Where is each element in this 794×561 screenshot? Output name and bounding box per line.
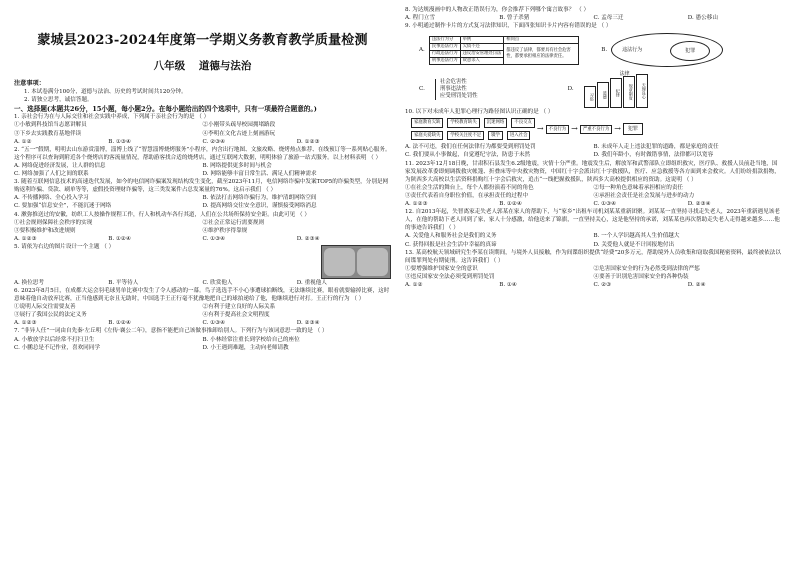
table-cell: 民事违法行为 <box>429 43 460 50</box>
exam-subtitle <box>14 58 391 74</box>
flow-node: 辍学 <box>488 131 503 141</box>
answer-option[interactable]: A. 换位思考 <box>14 279 44 286</box>
q12-answers <box>405 232 782 248</box>
answer-list <box>14 138 391 146</box>
answer-option[interactable]: A. 法不可违，我们在任何法律行为都要受到刑罚处罚 <box>405 144 536 151</box>
q9-box-text: 都违反了法律，都要具有社会危害性，都要承担相应的法律责任。 <box>504 43 579 64</box>
statement-option: ③责任代表着自身职位价值，在承担责任的过程中 <box>405 192 529 199</box>
answer-option[interactable]: D. ②③④ <box>296 320 320 327</box>
question-text: 4. 漱弥推送过的安徽，纺织工人按操作规程工作，行人和机动车各行其道，人们在公共场所保持安全距。由此可见 （ ） <box>14 211 310 218</box>
flow-node: 严重不良行为 <box>580 125 612 135</box>
answer-option[interactable]: B. 未成年人走上违法犯罪的道路，都是家庭的责任 <box>593 144 719 151</box>
q10-answers <box>405 143 782 159</box>
answer-option[interactable]: D. 网络能够丰富日常生活、满足人们精神需求 <box>202 171 317 178</box>
answer-option[interactable]: A. 关爱他人和服务社会是我们的义务 <box>405 233 497 240</box>
q9-ellipse-diagram <box>611 33 723 67</box>
answer-option[interactable]: D. 关爱他人就是不计回报地付出 <box>593 241 675 248</box>
answer-option[interactable]: C. ①③④ <box>593 201 617 208</box>
question-text: 5. 请依为右边的图片设计一个主题 （ ） <box>14 243 115 250</box>
flow-node: 进入社会 <box>507 131 531 141</box>
note-item: 2. 请独立思考，诚信答题。 <box>24 97 93 104</box>
answer-option[interactable]: A. 小敏放学以后经常不打扫卫生 <box>14 336 95 343</box>
note-item: 1. 本试卷满分100分，道德与法治、历史的考试时间共120分钟。 <box>24 89 187 96</box>
ellipse-outer-label: 违法行为 <box>622 47 643 54</box>
answer-option[interactable]: C. 要加强“信息安全”，不能沉迷于网络 <box>14 203 112 210</box>
answer-option[interactable]: C. 获得回报是社会生活中幸福的真谛 <box>405 241 497 248</box>
tower-bar: 道德 <box>597 82 609 108</box>
q11-statements <box>405 184 782 200</box>
flow-node: 家庭教育欠缺 <box>411 118 443 128</box>
answer-option[interactable]: A. 程门立雪 <box>405 15 435 22</box>
table-cell: 故意杀人 <box>460 57 504 64</box>
flow-node: 家庭关爱缺失 <box>411 131 443 141</box>
answer-option[interactable]: A. ①② <box>14 138 32 145</box>
answer-option[interactable]: B. 平等待人 <box>108 279 139 286</box>
answer-option[interactable]: D. ②③④ <box>687 201 711 208</box>
question-block <box>14 146 391 178</box>
flow-bottom-row <box>411 131 535 141</box>
answer-option[interactable]: D. 愚公移山 <box>687 15 718 22</box>
answer-option[interactable]: D. ①②③ <box>296 138 320 145</box>
answer-option[interactable]: A. ①②③ <box>405 201 428 208</box>
table-cell: 行政违法行为 <box>429 50 460 57</box>
answer-option[interactable]: C. 孟母三迁 <box>593 15 624 22</box>
statement-option: ④李明在文化古迹上刻画游玩 <box>202 130 276 137</box>
answer-option[interactable]: B. 网络提供更多时间与机会 <box>202 162 272 169</box>
statement-option: ④维护秩序得靠规 <box>202 227 248 234</box>
answer-option[interactable]: C. 网络加强了人们之间的联系 <box>14 171 89 178</box>
q10-flow-diagram <box>411 118 782 140</box>
q9-table <box>429 36 579 65</box>
answer-list <box>405 14 782 22</box>
statement-option: ③违反国家安全法必须受到刑罚处罚 <box>405 273 495 280</box>
q9-row-cd <box>419 70 782 108</box>
right-question-list <box>405 6 782 30</box>
left-question-list <box>14 113 391 351</box>
left-column <box>14 6 391 352</box>
question-12: 12. 自2013年起，失智离家走失老人郭某在家人的帮助下，与“家乡”出租车司机刘某某重新团聚。刘某某一直坚持寻找走失老人，2023年重新遇见该老人，在他的帮助下老人回到了家，家人十分感激，给他送来了锦旗，一直坚持关心，这是他坚持的承诺，刘某某也再次帮助走失老人走得越来越多……他的事迹告诉我们 （ ） <box>405 209 780 232</box>
section-title: 一、选择题(本题共26分，15小题，每小题2分。在每小题给出的四个选项中，只有一项最符合题意的。) <box>14 105 317 114</box>
answer-option[interactable]: D. 我们年龄小，有时做错事情，法律都可以宽容 <box>593 152 714 159</box>
answer-option[interactable]: B. ①②④ <box>108 320 131 327</box>
answer-option[interactable]: A. ①②③ <box>14 320 37 327</box>
c-item: 社会危害性 <box>439 78 467 85</box>
flow-top-row <box>411 118 535 128</box>
question-block <box>14 287 391 327</box>
ellipse-inner-label: 犯罪 <box>685 48 696 55</box>
statement-option: ④有利于提高社会文明程度 <box>202 312 270 319</box>
answer-option[interactable]: C. 欣赏他人 <box>202 279 233 286</box>
arrow-right-icon: → <box>614 124 621 134</box>
flow-node: 沉迷网络 <box>484 118 508 128</box>
question-text: 1. 亲社会行为在与人际交往和社会实践中养成，下列属于亲社会行为的是 （ ） <box>14 114 210 121</box>
statement-option: ②有利于建立良好的人际关系 <box>202 304 276 311</box>
table-cell: 举例 <box>460 36 504 43</box>
tower-roof: 法律 <box>619 71 630 78</box>
answer-option[interactable]: D. 小王遇到难题，主动向老师请教 <box>202 344 289 351</box>
statement-option: ②危害国家安全的行为必然受到法律的严惩 <box>593 265 700 272</box>
answer-option[interactable]: A. 网络促进经济发展，让人群的信息 <box>14 162 106 169</box>
answer-option[interactable]: C. ②③④ <box>202 138 226 145</box>
flow-final-node: 犯罪 <box>623 123 643 135</box>
answer-option[interactable]: D. ②③④ <box>296 235 320 242</box>
answer-option[interactable]: B. 曾子杀猪 <box>499 15 530 22</box>
q9-row-ab <box>419 33 782 67</box>
flow-node: 不良交友 <box>511 118 535 128</box>
answer-option[interactable]: C. ①③④ <box>202 235 226 242</box>
statement-option: ①在社会生活的舞台上，每个人都扮演着不同的角色 <box>405 184 534 191</box>
flow-node: 学校关注度不足 <box>447 131 484 141</box>
statement-option: ③下乡去实践教育基地伴读 <box>14 130 82 137</box>
table-cell: 欠债不还 <box>460 43 504 50</box>
answer-list <box>14 319 391 327</box>
arrow-right-icon: → <box>536 124 544 134</box>
statement-option: ①小敏到科技馆当志愿讲解员 <box>14 122 87 129</box>
table-cell: 刑事违法行为 <box>429 57 460 64</box>
answer-option[interactable]: D. 提高网络交往安全意识，谨慎接受网络消息 <box>202 203 317 210</box>
c-item: 应受刑罚处罚性 <box>439 92 478 99</box>
question-block <box>14 113 391 145</box>
exam-title: 蒙城县2023-2024年度第一学期义务教育教学质量检测 <box>37 33 368 48</box>
statement-list <box>14 121 391 137</box>
answer-option[interactable]: C. 小鹏总是不记作业，喜欢同同学 <box>14 344 100 351</box>
answer-option[interactable]: B. 小林经常注重长到学校给自己的座位 <box>202 336 300 343</box>
tower-bar: 规章制度 <box>623 76 635 108</box>
q9-tower-diagram <box>584 70 666 108</box>
right-column <box>405 6 782 289</box>
photo-figure <box>357 248 388 276</box>
statement-option: ④要善于识别危害国家安全的各种伪装 <box>593 273 689 280</box>
answer-option[interactable]: A. 不传播网络、全心投入学习 <box>14 195 89 202</box>
answer-list <box>14 235 391 243</box>
tower-bar: 天理良心 <box>636 74 648 108</box>
answer-option[interactable]: D. ②④ <box>687 281 706 288</box>
question-block <box>14 327 391 351</box>
table-cell: 违法行为分 <box>429 36 460 43</box>
statement-option: ④承担社会责任是社会发展与进步的动力 <box>593 192 695 199</box>
q9-label-a: A. <box>419 47 425 54</box>
question-10: 10. 以下对未成年人犯罪心理行为路径图认识正确的是 （ ） <box>405 109 554 116</box>
answer-option[interactable]: B. ①②④ <box>499 201 522 208</box>
statement-option: ②每一种角色意味着承担相应的责任 <box>593 184 684 191</box>
table-cell: 违反治安管理处罚法 <box>460 50 504 57</box>
answer-list <box>14 336 391 352</box>
answer-option[interactable]: A. ①②③ <box>14 235 37 242</box>
q13-statements <box>405 265 782 281</box>
question-photo <box>321 245 391 279</box>
flow-node: 不良行为 <box>546 125 570 135</box>
question-block <box>14 178 391 210</box>
question-text: 2. “五一”假期，明明去山东游赏淄博，淄博上线了“智慧淄博烧烤服务”小程序，内含出行地图、文旅攻略、烧烤热点推荐、在线预订等一系列贴心服务。这个程序可以查询到附近各个烧烤店的客流量情况，帮助游客找合适的烧烤店，通过互联网大数据，明明体验了旅游一站式服务。以上材料表明 （ ） <box>14 146 391 161</box>
photo-figure <box>324 248 355 276</box>
answer-option[interactable]: A. ①② <box>405 281 423 288</box>
flow-node: 学校教育缺失 <box>447 118 479 128</box>
answer-option[interactable]: C. ①③④ <box>202 320 226 327</box>
answer-list <box>14 162 391 178</box>
answer-option[interactable]: D. 重视他人 <box>296 279 327 286</box>
answer-option[interactable]: C. 我们要从小事做起，自觉遵纪守法，防患于未然 <box>405 152 531 159</box>
statement-option: ①要增强维护国家安全的意识 <box>405 265 478 272</box>
question-block <box>14 211 391 243</box>
q13-answers <box>405 281 782 289</box>
q9-label-c: C. <box>419 86 425 93</box>
arrow-right-icon: → <box>571 124 578 134</box>
statement-option: ①说明人际交往需要友善 <box>14 304 76 311</box>
statement-option: ③要积极维护和改进规则 <box>14 227 76 234</box>
grade-label: 八年级 <box>153 60 186 72</box>
question-11: 11. 2023年12月18日晚，甘肃积石县发生6.2级地震，灾情十分严重。地震发生后，解放军和武警部队立即组织救灾，医疗队、救援人员前赴当地，国家发展改革委即刻调拨救灾帐篷、折叠床等中央救灾物资，中国红十字会派出红十字救援队，医疗、应急救援等各方面到来会救灾。人们纷纷捐款捐物，为陕西多大高校以生活资料捐购红十字会后救灾，追击“一线把握救援队，陕西多大高校提供相应的资助。这说明 （ ） <box>405 160 780 183</box>
q9-label-d: D. <box>567 86 574 93</box>
statement-option: ②小刚带头疏导校园拥堵路段 <box>202 122 276 129</box>
answer-list <box>14 194 391 210</box>
answer-option[interactable]: B. ①③④ <box>108 138 131 145</box>
q11-answers <box>405 200 782 208</box>
statement-list <box>14 219 391 235</box>
answer-option[interactable]: B. ①④ <box>499 281 517 288</box>
question-13: 13. 某高校航天领域研究生李某在读期间，与境外人员接触，作为间谍组织提供“经费”20多万元，帮助境外人员收集和窃取我国秘密资料，最终被依法以间谍罪判处有期徒刑。这告诉我们 （ ） <box>405 249 781 264</box>
question-text: 7. “非异人任”一词由自先秦·左丘明《左传·襄公二年》，意指不能把自己该做事推卸给别人。下列行为与该词意思一致的是 （ ） <box>14 328 328 335</box>
notes-title: 注意事项： <box>14 80 45 87</box>
question-text: 6. 2023年8月5日，在成都大运会羽毛球男单比赛中发生了令人感动的一幕。鸟子选选手不小心事遭球拍断线，无法继续比赛，眼看就要输掉比赛，这时意味着他自动放弃比赛，正当他感到无奈且无助时，中国选手王正行毫不犹豫地把自己的球拍递给了他，他继续进行对打。王正行的行为 （ ） <box>14 287 390 303</box>
question-text: 3. 随着互联网信息技术的高速迭代发展，如今的电信网诈骗案发现结构发生变化，截至2023年11月，电信网络诈骗中发案TOP5的诈骗类型，分别是网购返利诈骗、贷款、刷单等等，虚假投资理财诈骗等，这三类发案件占总发案量的76%。这启示我们 （ ） <box>14 179 389 194</box>
question-text: 9. 小明通过制作卡片的方式复习法律知识，下面四张知识卡片内容有错误的是 （ ） <box>405 23 612 30</box>
answer-option[interactable]: B. 一个人学识越高其人生价值越大 <box>593 233 680 240</box>
question-block <box>14 243 391 287</box>
question-block <box>405 22 782 30</box>
q9-label-b: B. <box>601 47 608 54</box>
subject-label: 道德与法治 <box>198 60 252 72</box>
statement-option: ③展行了我国公民的法定义务 <box>14 312 87 319</box>
statement-list <box>14 303 391 319</box>
ellipse-inner <box>670 41 710 61</box>
statement-option: ①社会规则保障社会秩序的实现 <box>14 219 93 226</box>
answer-option[interactable]: B. ①②④ <box>108 235 131 242</box>
question-text: 8. 为达规漫画中的人物改正错误行为，你会推荐下列哪个寓言故事？ （ ） <box>405 7 590 13</box>
answer-option[interactable]: C. ②③ <box>593 281 612 288</box>
answer-list <box>14 279 391 287</box>
tower-bar: 习俗 <box>584 86 596 108</box>
statement-option: ②社会正常运行需要规则 <box>202 219 265 226</box>
answer-option[interactable]: B. 依法打击网络诈骗行为，维护清朗网络空间 <box>202 195 317 202</box>
question-block <box>405 6 782 22</box>
flow-col <box>411 118 535 140</box>
question-row <box>14 243 391 279</box>
c-item: 刑事违法性 <box>439 85 467 92</box>
q9-c-list <box>435 79 478 100</box>
table-cell: 相同点 <box>504 36 579 43</box>
tower-bar: 纪律 <box>610 78 622 108</box>
